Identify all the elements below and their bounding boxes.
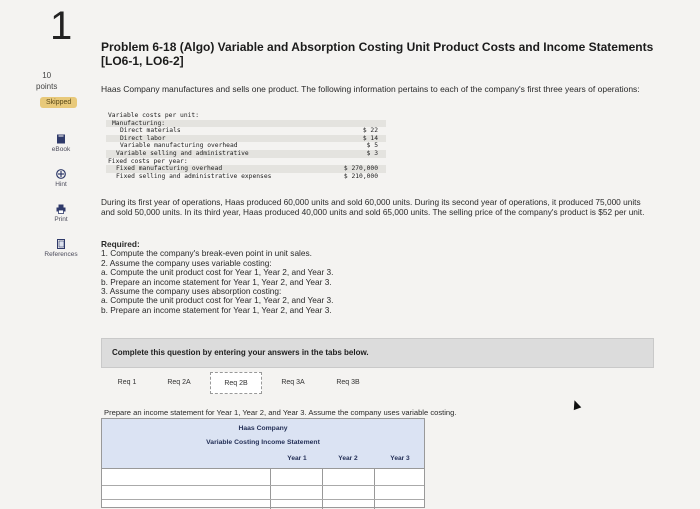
status-badge: Skipped xyxy=(40,97,77,108)
column-header-year-2: Year 2 xyxy=(338,455,358,462)
table-row-divider xyxy=(102,499,424,500)
cost-row xyxy=(106,120,386,128)
required-section xyxy=(101,240,501,315)
required-item: a. Compute the unit product cost for Year 1, Year 2, and Year 3. xyxy=(101,267,334,278)
column-divider xyxy=(374,468,375,509)
problem-title: Problem 6-18 (Algo) Variable and Absorption Costing Unit Product Costs and Income Statements [LO6-1, LO6-2] xyxy=(101,40,654,68)
column-header-year-3: Year 3 xyxy=(390,455,410,462)
tab-req-1[interactable]: Req 1 xyxy=(117,379,137,386)
sidebar-item-label: References xyxy=(44,251,78,258)
problem-intro: Haas Company manufactures and sells one product. The following information pertains to each of the company's first three years of operations: xyxy=(101,84,640,94)
cost-amount: $ 22 xyxy=(362,127,378,135)
points-label: points xyxy=(36,82,58,91)
sidebar-item-label: Print xyxy=(54,216,68,223)
cost-label: Variable selling and administrative xyxy=(116,149,249,157)
cost-table xyxy=(106,112,386,180)
table-row-divider xyxy=(102,485,424,486)
cost-label: Fixed manufacturing overhead xyxy=(116,165,223,173)
cost-amount: $ 14 xyxy=(362,134,378,142)
required-item: a. Compute the unit product cost for Year 1, Year 2, and Year 3. xyxy=(101,295,334,306)
cost-label: Manufacturing: xyxy=(112,119,166,127)
cost-row xyxy=(106,165,386,173)
required-item: b. Prepare an income statement for Year 1, Year 2, and Year 3. xyxy=(101,304,332,315)
cost-row xyxy=(106,112,386,120)
cost-row xyxy=(106,135,386,143)
cost-label: Variable manufacturing overhead xyxy=(120,142,238,150)
cost-row xyxy=(106,127,386,135)
statement-header xyxy=(102,419,424,469)
required-item: b. Prepare an income statement for Year 1, Year 2, and Year 3. xyxy=(101,276,332,287)
tab-req-2a[interactable]: Req 2A xyxy=(167,379,191,386)
cost-amount: $ 3 xyxy=(366,149,378,157)
income-statement-grid xyxy=(101,418,425,508)
cost-amount: $ 270,000 xyxy=(343,165,378,173)
sidebar-item-label: Hint xyxy=(55,181,67,188)
hint-icon xyxy=(56,169,66,179)
column-header-year-1: Year 1 xyxy=(287,455,307,462)
statement-company: Haas Company xyxy=(238,425,288,432)
sidebar-item-print[interactable] xyxy=(38,204,84,223)
cursor-arrow-icon xyxy=(571,399,582,410)
cost-amount: $ 5 xyxy=(366,142,378,150)
cost-label: Fixed costs per year: xyxy=(108,157,188,165)
statement-title: Variable Costing Income Statement xyxy=(206,439,320,446)
references-icon xyxy=(56,239,66,249)
cost-row xyxy=(106,173,386,181)
cost-label: Direct labor xyxy=(120,134,166,142)
cost-label: Variable costs per unit: xyxy=(108,112,199,119)
cost-amount: $ 210,000 xyxy=(343,172,378,180)
prepare-instruction: Prepare an income statement for Year 1, Year 2, and Year 3. Assume the company uses variable costing. xyxy=(104,408,457,417)
print-icon xyxy=(56,204,66,214)
req-tabs xyxy=(101,372,654,394)
cost-row xyxy=(106,158,386,166)
book-icon xyxy=(56,134,66,144)
cost-label: Fixed selling and administrative expenses xyxy=(116,172,272,180)
tab-req-2b[interactable]: Req 2B xyxy=(210,372,262,394)
tab-req-3a[interactable]: Req 3A xyxy=(281,379,305,386)
required-item: 2. Assume the company uses variable costing: xyxy=(101,257,272,268)
operations-paragraph: During its first year of operations, Haas produced 60,000 units and sold 60,000 units. During its second year of operations, it produced 75,000 units and sold 50,000 units. In its third year, Haas produced 40,000 units and sold 65,000 units. The selling price of the company's product is $52 per unit. xyxy=(101,197,645,217)
required-heading: Required: xyxy=(101,239,140,249)
cost-row xyxy=(106,142,386,150)
tab-req-3b[interactable]: Req 3B xyxy=(336,379,360,386)
sidebar-item-label: eBook xyxy=(51,146,71,153)
sidebar-item-hint[interactable] xyxy=(38,169,84,188)
required-item: 3. Assume the company uses absorption costing: xyxy=(101,286,282,297)
column-divider xyxy=(270,468,271,509)
points-indicator xyxy=(36,70,57,92)
question-number: 1 xyxy=(50,4,73,48)
cost-label: Direct materials xyxy=(120,127,181,135)
sidebar-item-ebook[interactable] xyxy=(38,134,84,153)
column-divider xyxy=(322,468,323,509)
cost-row xyxy=(106,150,386,158)
sidebar-item-references[interactable] xyxy=(38,239,84,258)
points-value: 10 xyxy=(42,71,52,80)
required-item: 1. Compute the company's break-even point in unit sales. xyxy=(101,248,312,259)
complete-instruction-banner: Complete this question by entering your answers in the tabs below. xyxy=(101,338,654,368)
